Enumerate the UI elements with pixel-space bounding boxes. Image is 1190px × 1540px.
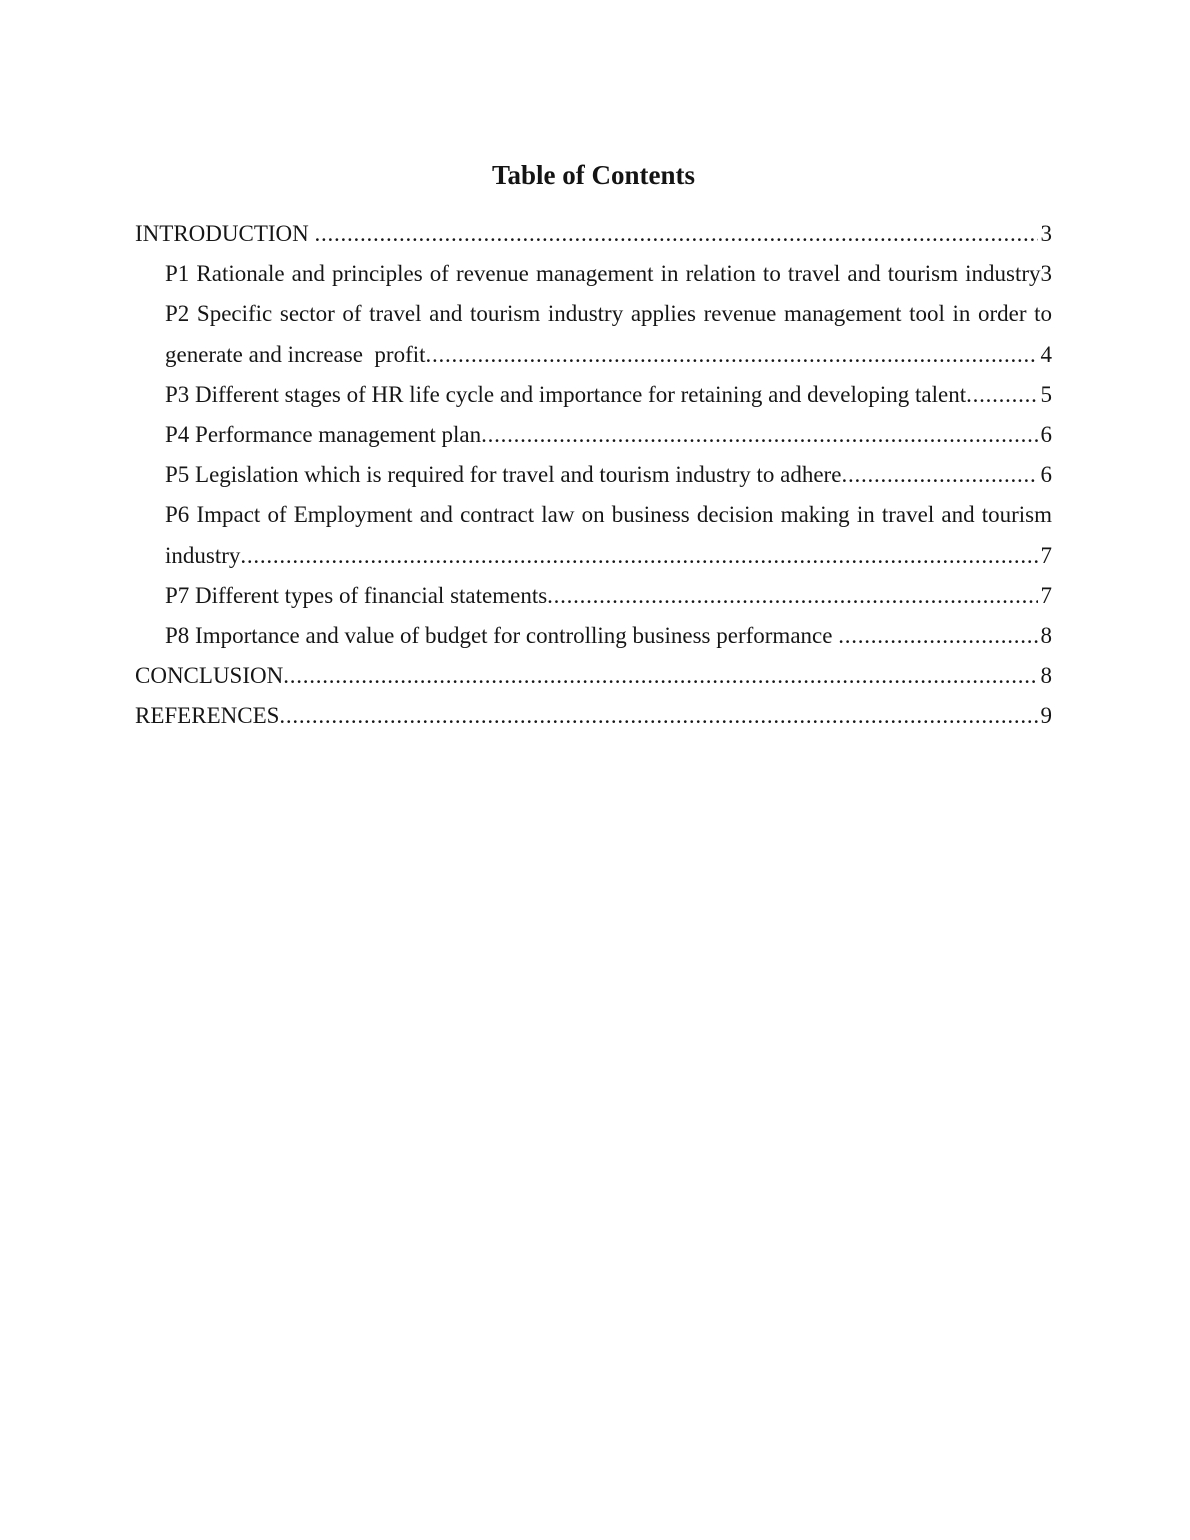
toc-entry-text: P1 Rationale and principles of revenue management in relation to travel and tourism industry <box>165 261 1041 287</box>
toc-entry-text: P8 Importance and value of budget for controlling business performance <box>165 622 839 648</box>
toc-page-number: 8 <box>1038 656 1053 696</box>
toc-entry-p5 <box>135 455 1052 495</box>
toc-entry-text: P3 Different stages of HR life cycle and importance for retaining and developing talent <box>165 381 967 407</box>
dot-leader <box>283 663 1052 688</box>
toc-entry-p4 <box>135 415 1052 455</box>
toc-entry-text: P6 Impact of Employment and contract law on business decision making in travel and tourism <box>165 502 1052 528</box>
dot-leader <box>279 703 1052 728</box>
toc-entry-text: CONCLUSION <box>135 663 284 689</box>
dot-leader <box>547 583 1052 608</box>
table-of-contents <box>135 214 1052 736</box>
toc-entry-conclusion <box>135 656 1052 696</box>
toc-page-number: 6 <box>1038 455 1053 495</box>
toc-entry-p1 <box>135 254 1052 294</box>
toc-entry-p6-line2 <box>135 536 1052 576</box>
toc-entry-p2-line2 <box>135 335 1052 375</box>
toc-entry-introduction <box>135 214 1052 254</box>
toc-page-number: 4 <box>1038 335 1053 375</box>
toc-page-number: 3 <box>1038 214 1053 254</box>
toc-entry-text: P7 Different types of financial statements <box>165 582 548 608</box>
dot-leader <box>838 623 1052 648</box>
dot-leader <box>240 543 1052 568</box>
toc-page-number: 6 <box>1038 415 1053 455</box>
toc-entry-p8 <box>135 616 1052 656</box>
dot-leader <box>315 221 1052 246</box>
toc-entry-p2-line1 <box>135 294 1052 334</box>
toc-entry-p6-line1 <box>135 495 1052 535</box>
toc-page-number: 7 <box>1038 576 1053 616</box>
toc-entry-p3 <box>135 375 1052 415</box>
page-title: Table of Contents <box>491 160 696 190</box>
toc-entry-text: REFERENCES <box>135 703 280 729</box>
dot-leader <box>426 342 1052 367</box>
toc-page-number: 3 <box>1040 261 1052 287</box>
toc-page-number: 5 <box>1038 375 1053 415</box>
toc-entry-text: industry <box>165 542 241 568</box>
toc-page-number: 9 <box>1038 696 1053 736</box>
dot-leader <box>841 462 1052 487</box>
toc-page-number: 8 <box>1038 616 1053 656</box>
toc-entry-text: P2 Specific sector of travel and tourism industry applies revenue management tool in order to <box>165 301 1052 327</box>
toc-entry-text: INTRODUCTION <box>135 221 315 246</box>
toc-entry-text: P4 Performance management plan <box>165 421 482 447</box>
dot-leader <box>481 422 1052 447</box>
toc-entry-text: generate and increase profit <box>165 341 426 367</box>
toc-entry-references <box>135 696 1052 736</box>
toc-page-number: 7 <box>1038 536 1053 576</box>
toc-entry-p7 <box>135 576 1052 616</box>
toc-entry-text: P5 Legislation which is required for travel and tourism industry to adhere <box>165 462 842 488</box>
